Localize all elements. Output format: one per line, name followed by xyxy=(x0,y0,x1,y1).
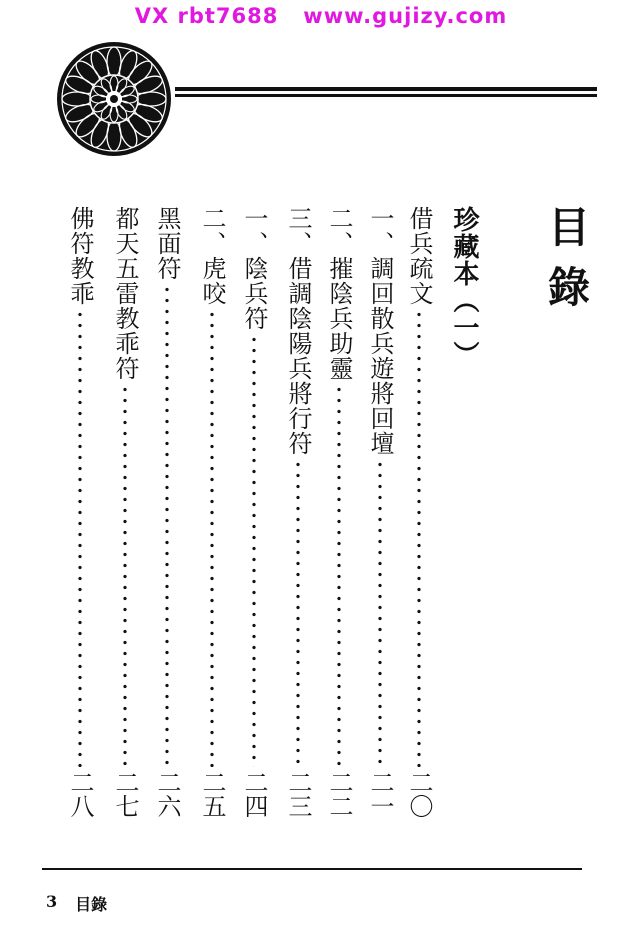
toc-entry-label: 都天五雷教乖符 xyxy=(111,206,139,381)
leader-dots xyxy=(296,459,300,767)
toc-entry xyxy=(322,206,356,818)
leader-dots xyxy=(78,309,82,767)
watermark-text: VX rbt7688 www.gujizy.com xyxy=(134,4,508,28)
leader-dots xyxy=(210,309,214,767)
top-rule-thin xyxy=(175,94,597,97)
toc-entry-page: 二四 xyxy=(240,770,268,818)
leader-dots xyxy=(123,384,127,767)
title-char-2: 錄 xyxy=(547,263,590,312)
toc-entry-page: 二八 xyxy=(66,770,94,818)
lotus-rosette-icon xyxy=(55,40,173,158)
toc-entry-label: 借兵疏文 xyxy=(405,206,433,306)
table-of-contents xyxy=(0,203,642,826)
toc-entry-page: 二〇 xyxy=(405,770,433,818)
footer-page-number: 3 xyxy=(46,892,58,911)
toc-entry xyxy=(63,206,97,818)
toc-entry-page: 二五 xyxy=(198,770,226,818)
top-rule-thick xyxy=(175,87,597,91)
toc-entry-page: 二三 xyxy=(284,770,312,818)
toc-entry-page: 二二 xyxy=(325,770,353,818)
toc-entry-page: 二七 xyxy=(111,770,139,818)
toc-entry-label: 二、摧陰兵助靈 xyxy=(325,206,353,381)
bottom-rule xyxy=(42,868,582,870)
toc-entry-label: 二、虎咬 xyxy=(198,206,226,306)
toc-entry xyxy=(363,206,397,818)
toc-section-heading xyxy=(447,206,481,818)
toc-entry-label: 一、調回散兵遊將回壇 xyxy=(366,206,394,456)
toc-entry-page: 二一 xyxy=(366,770,394,818)
leader-dots xyxy=(165,284,169,767)
toc-entry xyxy=(150,206,184,818)
leader-dots xyxy=(337,384,341,767)
toc-entry-page: 二六 xyxy=(153,770,181,818)
toc-entry xyxy=(195,206,229,818)
toc-entry xyxy=(108,206,142,818)
leader-dots xyxy=(378,459,382,767)
toc-entry-label: 佛符教乖 xyxy=(66,206,94,306)
toc-entry-label: 黑面符 xyxy=(153,206,181,281)
toc-entry xyxy=(281,206,315,818)
toc-entry xyxy=(237,206,271,818)
toc-entry-label: 一、陰兵符 xyxy=(240,206,268,331)
toc-section-label: 珍藏本（一） xyxy=(449,206,479,368)
toc-entry xyxy=(402,206,436,818)
page-footer xyxy=(46,892,107,915)
footer-section-title: 目錄 xyxy=(75,895,108,914)
toc-entry-label: 三、借調陰陽兵將行符 xyxy=(284,206,312,456)
leader-dots xyxy=(417,309,421,767)
title-char-1: 目 xyxy=(547,203,590,252)
leader-dots xyxy=(252,334,256,767)
